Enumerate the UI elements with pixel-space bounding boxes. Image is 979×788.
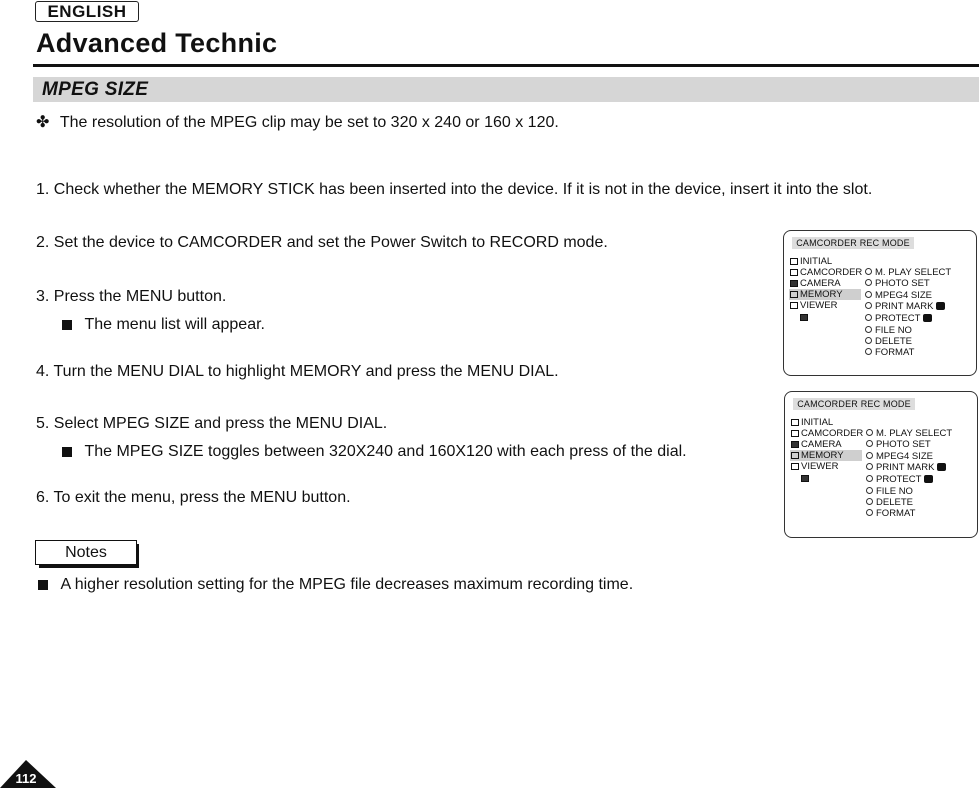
menu-right-item: PROTECT [866, 474, 933, 485]
lock-icon [924, 475, 933, 483]
note-text: A higher resolution setting for the MPEG file decreases maximum recording time. [60, 576, 634, 593]
intro-text: The resolution of the MPEG clip may be set to 320 x 240 or 160 x 120. [59, 114, 559, 131]
menu-right-item: MPEG4 SIZE [866, 451, 933, 462]
step-3-sub-text: The menu list will appear. [84, 316, 265, 333]
menu-left-item: MEMORY [791, 450, 844, 461]
step-4: 4. Turn the MENU DIAL to highlight MEMORY and press the MENU DIAL. [36, 363, 559, 380]
menu-right-item: FORMAT [865, 347, 914, 358]
menu-right-item: DELETE [866, 497, 913, 508]
menu-right-item: M. PLAY SELECT [866, 428, 952, 439]
folder-icon [791, 452, 799, 459]
folder-icon [791, 419, 799, 426]
step-2: 2. Set the device to CAMCORDER and set the Power Switch to RECORD mode. [36, 234, 608, 251]
notes-label: Notes [35, 540, 137, 565]
menu-right-item: PROTECT [865, 313, 932, 324]
camera-icon [790, 280, 798, 287]
camera-icon [791, 441, 799, 448]
folder-icon [790, 269, 798, 276]
menu-left-item: MEMORY [790, 289, 843, 300]
menu-right-item: M. PLAY SELECT [865, 267, 951, 278]
menu-left-item: CAMCORDER [791, 428, 863, 439]
cross-bullet-icon: ✤ [36, 114, 50, 131]
language-badge: ENGLISH [35, 1, 139, 22]
section-title: MPEG SIZE [42, 79, 149, 100]
menu-header: CAMCORDER REC MODE [793, 398, 915, 410]
square-bullet-icon [62, 447, 72, 457]
step-5-sub [62, 443, 687, 461]
menu-left-item: CAMCORDER [790, 267, 862, 278]
menu-right-item: FORMAT [866, 508, 915, 519]
title-rule [33, 64, 979, 67]
print-icon [937, 463, 946, 471]
menu-screen-1 [783, 230, 977, 376]
menu-left-item: CAMERA [790, 278, 841, 289]
step-5: 5. Select MPEG SIZE and press the MENU DIAL. [36, 415, 388, 432]
menu-right-item: PRINT MARK [865, 301, 945, 312]
memory-card-icon [801, 475, 809, 482]
section-bar [33, 77, 979, 102]
menu-screen-2 [784, 391, 978, 538]
menu-header: CAMCORDER REC MODE [792, 237, 914, 249]
intro-line [36, 112, 559, 132]
menu-left-item: CAMERA [791, 439, 842, 450]
folder-icon [791, 463, 799, 470]
menu-left-item [801, 473, 811, 484]
page-number: 112 [15, 771, 37, 786]
note-item [38, 576, 633, 594]
lock-icon [923, 314, 932, 322]
menu-left-item: INITIAL [790, 256, 832, 267]
page-title: Advanced Technic [36, 28, 278, 58]
menu-left-item: INITIAL [791, 417, 833, 428]
menu-right-item: FILE NO [866, 486, 913, 497]
menu-left-item [800, 312, 810, 323]
folder-icon [790, 291, 798, 298]
menu-right-item: PRINT MARK [866, 462, 946, 473]
menu-left-item: VIEWER [791, 461, 838, 472]
square-bullet-icon [38, 580, 48, 590]
menu-right-item: FILE NO [865, 325, 912, 336]
folder-icon [790, 302, 798, 309]
page-number-badge [0, 758, 56, 788]
step-3: 3. Press the MENU button. [36, 288, 227, 305]
menu-right-item: DELETE [865, 336, 912, 347]
menu-right-item: MPEG4 SIZE [865, 290, 932, 301]
square-bullet-icon [62, 320, 72, 330]
memory-card-icon [800, 314, 808, 321]
menu-left-item: VIEWER [790, 300, 837, 311]
step-1: 1. Check whether the MEMORY STICK has been inserted into the device. If it is not in the device, insert it into the slot. [36, 181, 873, 198]
menu-right-item: PHOTO SET [865, 278, 930, 289]
menu-right-item: PHOTO SET [866, 439, 931, 450]
folder-icon [790, 258, 798, 265]
step-3-sub [62, 316, 265, 334]
print-icon [936, 302, 945, 310]
step-5-sub-text: The MPEG SIZE toggles between 320X240 and 160X120 with each press of the dial. [84, 443, 687, 460]
step-6: 6. To exit the menu, press the MENU button. [36, 489, 351, 506]
folder-icon [791, 430, 799, 437]
